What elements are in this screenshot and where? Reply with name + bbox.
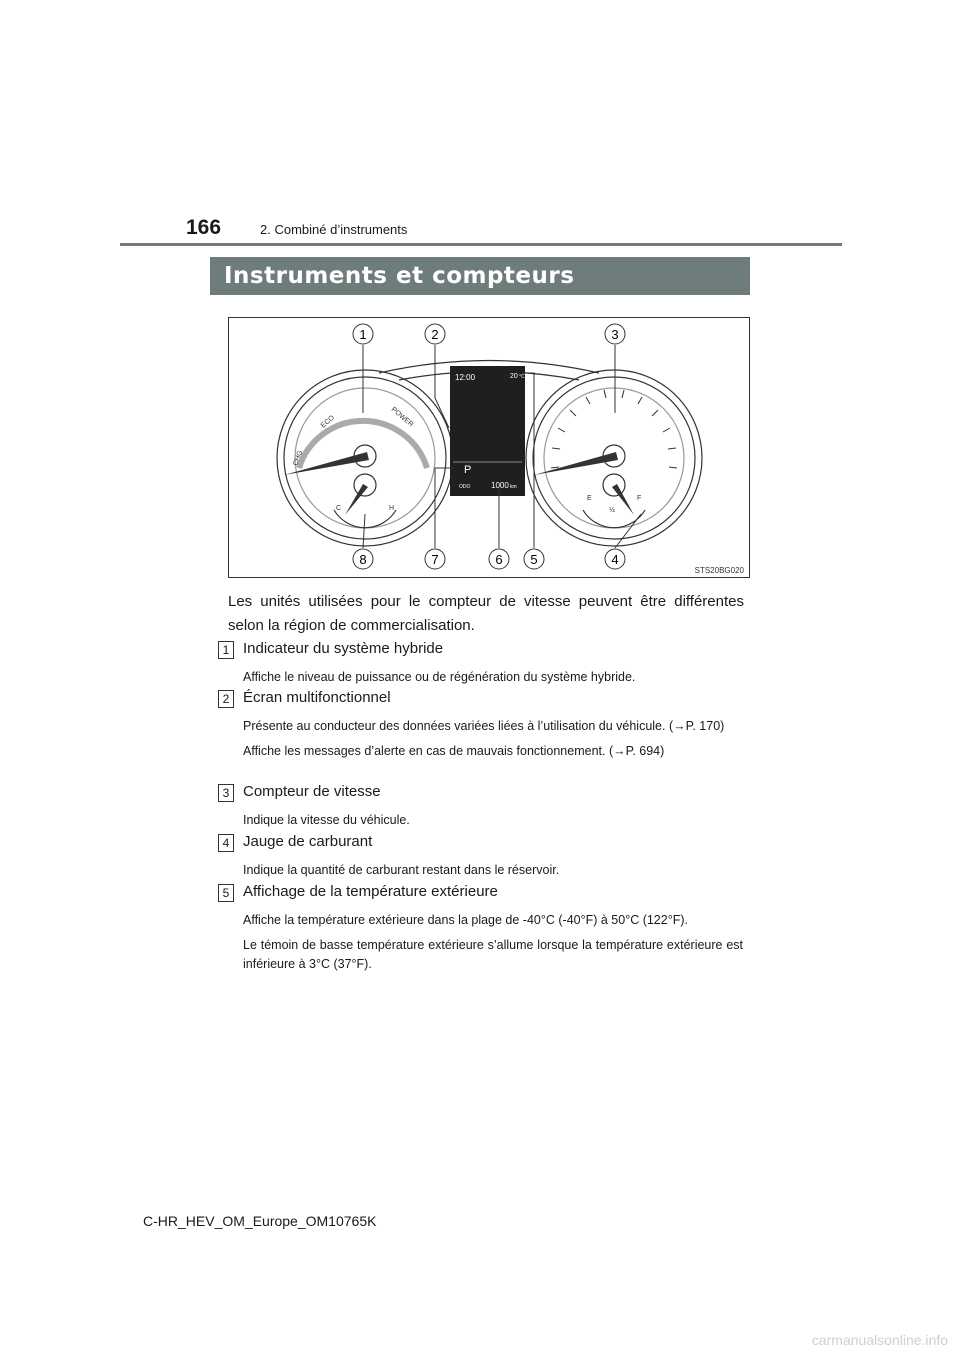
- item-number: 2: [218, 690, 234, 708]
- hybrid-label-eco: ECO: [319, 414, 336, 430]
- display-temp-unit: °C: [519, 374, 525, 380]
- fuel-label-full: F: [637, 495, 642, 502]
- callout-7: 7: [431, 552, 439, 567]
- item-description-line: Le témoin de basse température extérieure s’allume lorsque la température extérieure est inférieure à 3°C (37°F).: [243, 938, 743, 971]
- hybrid-label-power: POWER: [389, 406, 415, 429]
- item-description: [243, 717, 743, 767]
- fuel-label-half: ½: [609, 507, 615, 514]
- item-number: 4: [218, 834, 234, 852]
- callout-2: 2: [431, 327, 439, 342]
- cluster-illustration: [229, 318, 749, 577]
- intro-text: Les unités utilisées pour le compteur de vitesse peuvent être différentes selon la région de commercialisation.: [228, 593, 744, 634]
- callout-3: 3: [611, 327, 619, 342]
- item-description-line: Affiche le niveau de puissance ou de régénération du système hybride.: [243, 670, 636, 684]
- display-outside-temp: 20: [510, 373, 518, 380]
- item-description-line: Indique la vitesse du véhicule.: [243, 813, 410, 827]
- section-title: Instruments et compteurs: [224, 263, 575, 289]
- temp-label-cold: C: [336, 505, 342, 512]
- item-number: 3: [218, 784, 234, 802]
- callout-1: 1: [359, 327, 367, 342]
- item-number: 5: [218, 884, 234, 902]
- header-rule: [120, 243, 842, 246]
- figure-code: STS20BG020: [694, 566, 744, 575]
- temp-label-hot: H: [389, 505, 395, 512]
- item-number: 1: [218, 641, 234, 659]
- callout-4: 4: [611, 552, 619, 567]
- callout-6: 6: [495, 552, 503, 567]
- hybrid-label-chg: CHG: [292, 449, 305, 467]
- multi-information-display: [450, 366, 525, 496]
- display-odo-label: ODO: [459, 484, 471, 490]
- item-title: Compteur de vitesse: [243, 783, 381, 800]
- display-gear: P: [464, 464, 472, 476]
- page-number: 166: [186, 216, 222, 239]
- footer-doc-id: C-HR_HEV_OM_Europe_OM10765K: [143, 1213, 377, 1229]
- fuel-label-empty: E: [587, 495, 592, 502]
- item-description: [243, 911, 743, 980]
- display-odo-unit: km: [510, 484, 517, 490]
- item-title: Jauge de carburant: [243, 833, 373, 850]
- item-title: Indicateur du système hybride: [243, 640, 444, 657]
- item-title: Affichage de la température extérieure: [243, 883, 498, 900]
- instrument-cluster-figure: [228, 317, 750, 578]
- item-description-line: Indique la quantité de carburant restant dans le réservoir.: [243, 863, 560, 877]
- display-clock: 12:00: [455, 373, 476, 382]
- item-title: Écran multifonctionnel: [243, 689, 391, 706]
- section-banner: [210, 257, 750, 295]
- callout-8: 8: [359, 552, 367, 567]
- item-description-line: Présente au conducteur des données variées liées à l’utilisation du véhicule. (→P. 170): [243, 719, 725, 733]
- watermark: carmanualsonline.info: [811, 1332, 948, 1348]
- display-odo-value: 1000: [491, 481, 509, 490]
- item-description-line: Affiche la température extérieure dans la plage de -40°C (-40°F) à 50°C (122°F).: [243, 913, 688, 927]
- callout-5: 5: [530, 552, 538, 567]
- item-description-line: Affiche les messages d’alerte en cas de mauvais fonctionnement. (→P. 694): [243, 744, 665, 758]
- chapter-title: 2. Combiné d’instruments: [260, 222, 408, 237]
